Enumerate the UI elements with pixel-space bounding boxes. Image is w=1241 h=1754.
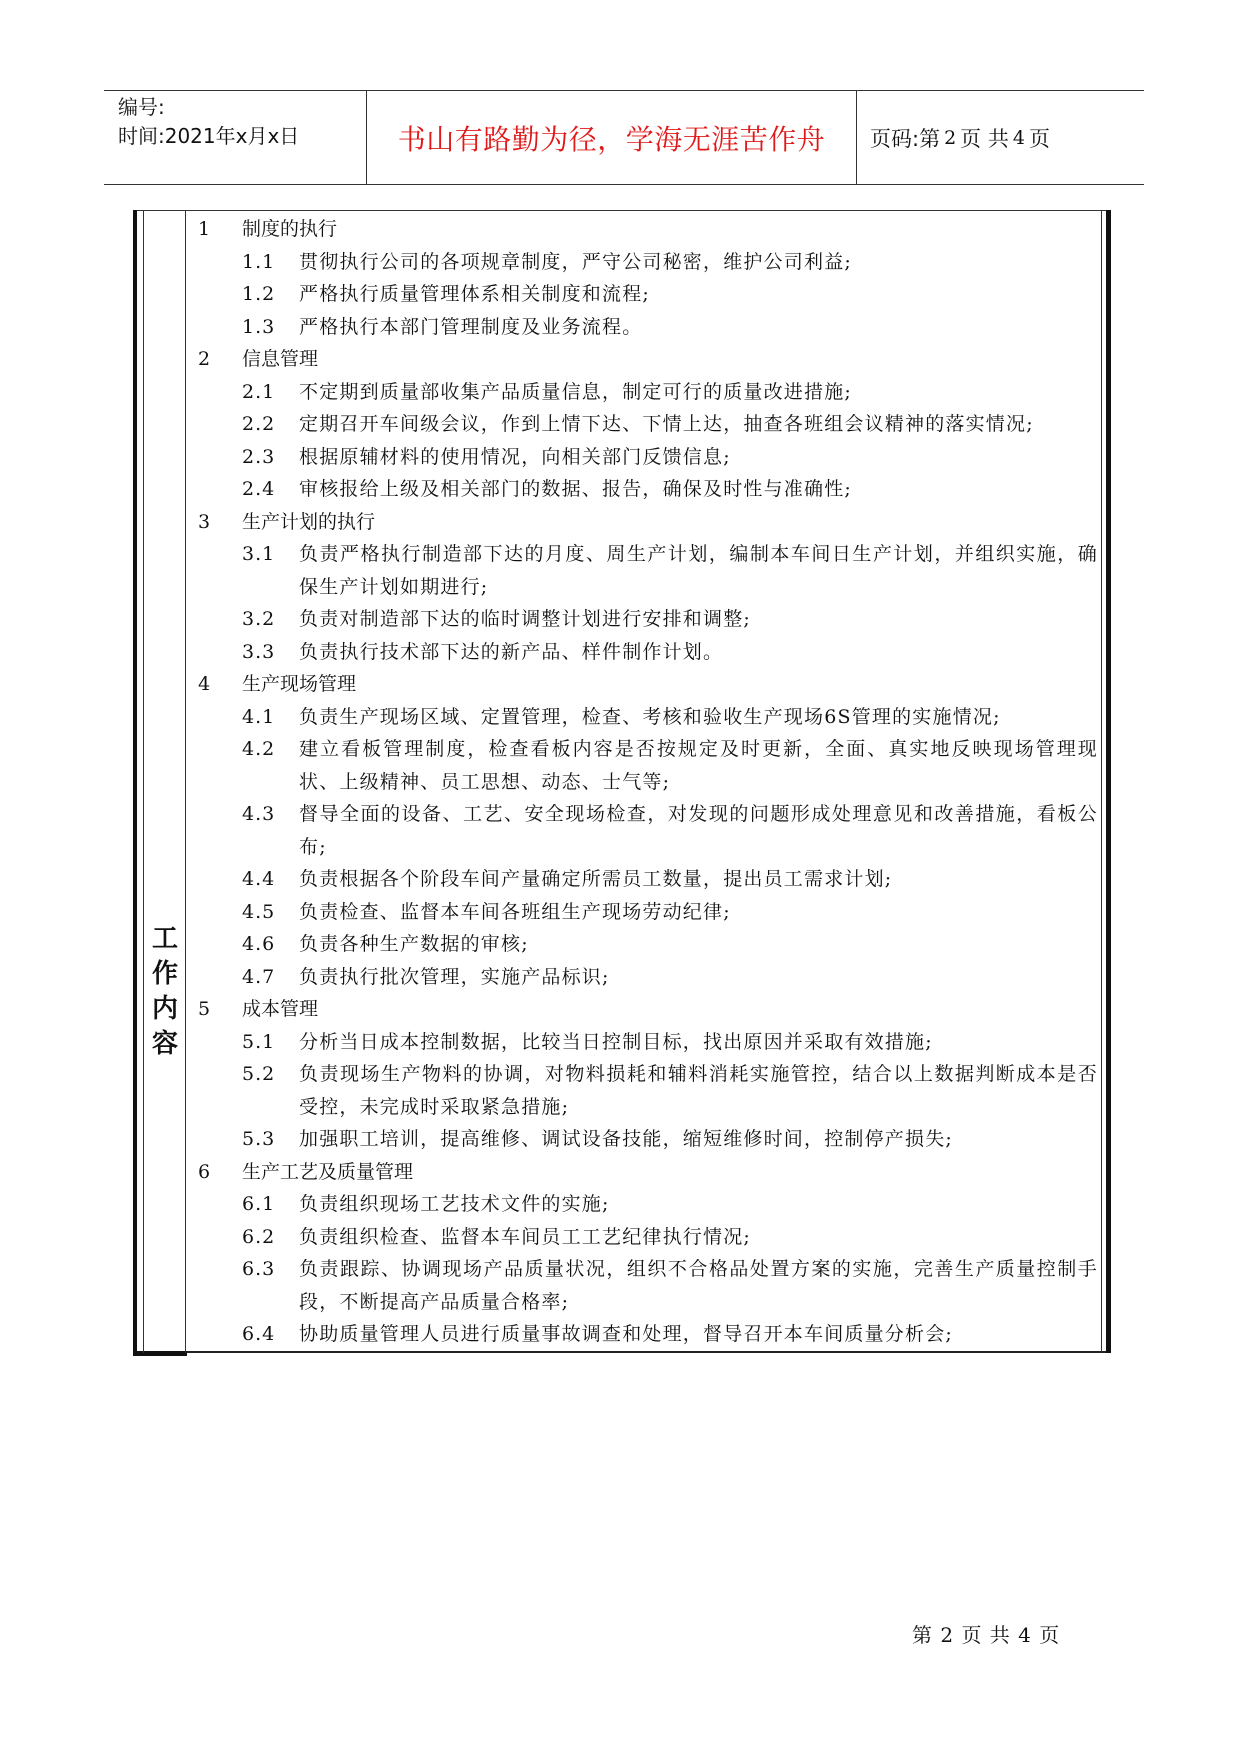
item-number: 4.7 xyxy=(242,965,276,988)
work-content-list xyxy=(198,213,1098,1351)
document-header xyxy=(104,90,1144,185)
item-text: 负责执行批次管理，实施产品标识; xyxy=(299,965,610,988)
item-text: 负责跟踪、协调现场产品质量状况，组织不合格品处置方案的实施，完善生产质量控制手段，不断提高产品质量合格率; xyxy=(299,1258,1098,1313)
item-text: 根据原辅材料的使用情况，向相关部门反馈信息; xyxy=(299,445,731,468)
item-text: 负责根据各个阶段车间产量确定所需员工数量，提出员工需求计划; xyxy=(299,868,893,890)
section-heading-row xyxy=(198,993,1098,1026)
item-number: 6.2 xyxy=(242,1225,276,1248)
item-text: 生产计划的执行 xyxy=(242,510,376,533)
list-item xyxy=(198,408,1098,441)
list-item xyxy=(198,896,1098,929)
table-border xyxy=(1106,210,1111,1353)
item-number: 4.3 xyxy=(242,803,276,825)
item-text: 贯彻执行公司的各项规章制度，严守公司秘密，维护公司利益; xyxy=(299,250,853,273)
item-text: 负责检查、监督本车间各班组生产现场劳动纪律; xyxy=(299,900,731,923)
footer-page-total: 4 xyxy=(1018,1623,1032,1647)
item-number: 4.1 xyxy=(242,705,276,728)
list-item xyxy=(198,441,1098,474)
list-item xyxy=(198,311,1098,344)
document-time-label: 时间:2021年x月x日 xyxy=(118,124,300,148)
list-item xyxy=(198,1058,1098,1123)
section-heading-row xyxy=(198,213,1098,246)
item-text: 负责现场生产物料的协调，对物料损耗和辅料消耗实施管控，结合以上数据判断成本是否受控，未完成时采取紧急措施; xyxy=(299,1063,1098,1118)
table-border xyxy=(133,1351,1109,1353)
table-column-divider xyxy=(185,210,186,1353)
item-text: 负责执行技术部下达的新产品、样件制作计划。 xyxy=(299,640,724,663)
item-number: 2.3 xyxy=(242,445,276,468)
page-current: 2 xyxy=(944,126,957,149)
item-text: 督导全面的设备、工艺、安全现场检查，对发现的问题形成处理意见和改善措施，看板公布; xyxy=(299,803,1098,858)
section-label-char: 作 xyxy=(151,959,178,989)
item-number: 3.3 xyxy=(242,640,276,663)
item-number: 3 xyxy=(198,510,211,533)
item-number: 1 xyxy=(198,218,211,240)
item-number: 4.4 xyxy=(242,868,276,890)
section-label-char: 内 xyxy=(151,994,178,1024)
item-number: 2.4 xyxy=(242,478,276,500)
list-item xyxy=(198,246,1098,279)
page-total: 4 xyxy=(1012,126,1025,149)
item-number: 4.2 xyxy=(242,738,276,760)
section-label-char: 容 xyxy=(151,1029,178,1059)
list-item xyxy=(198,603,1098,636)
section-heading-row xyxy=(198,506,1098,539)
list-item xyxy=(198,538,1098,603)
item-text: 生产现场管理 xyxy=(242,673,357,695)
item-number: 2.1 xyxy=(242,380,276,403)
item-text: 建立看板管理制度，检查看板内容是否按规定及时更新，全面、真实地反映现场管理现状、上级精神、员工思想、动态、士气等; xyxy=(299,738,1098,793)
item-text: 审核报给上级及相关部门的数据、报告，确保及时性与准确性; xyxy=(299,478,853,500)
item-number: 1.2 xyxy=(242,283,276,305)
item-number: 4.6 xyxy=(242,933,276,955)
list-item xyxy=(198,1253,1098,1318)
header-motto: 书山有路勤为径，学海无涯苦作舟 xyxy=(397,122,826,156)
item-text: 负责生产现场区域、定置管理，检查、考核和验收生产现场6S管理的实施情况; xyxy=(299,705,1001,728)
footer-prefix: 第 xyxy=(912,1623,933,1647)
page-label-prefix: 页码:第 xyxy=(870,126,941,151)
footer-suffix: 页 xyxy=(1039,1623,1061,1647)
item-text: 负责组织检查、监督本车间员工工艺纪律执行情况; xyxy=(299,1225,752,1248)
item-text: 严格执行质量管理体系相关制度和流程; xyxy=(299,283,651,305)
item-number: 5.2 xyxy=(242,1063,276,1085)
document-number-label: 编号: xyxy=(118,95,165,119)
table-border xyxy=(133,1351,187,1356)
list-item xyxy=(198,798,1098,863)
item-number: 6 xyxy=(198,1160,211,1183)
item-text: 负责对制造部下达的临时调整计划进行安排和调整; xyxy=(299,608,752,630)
item-number: 2.2 xyxy=(242,413,276,435)
header-divider xyxy=(856,91,857,184)
section-heading-row xyxy=(198,1156,1098,1189)
item-text: 加强职工培训，提高维修、调试设备技能，缩短维修时间，控制停产损失; xyxy=(299,1128,954,1150)
list-item xyxy=(198,1123,1098,1156)
item-number: 4 xyxy=(198,673,211,695)
table-border xyxy=(133,210,1109,211)
item-text: 制度的执行 xyxy=(242,218,338,240)
item-text: 生产工艺及质量管理 xyxy=(242,1160,414,1183)
header-page-info xyxy=(870,91,1050,184)
section-heading-row xyxy=(198,343,1098,376)
list-item xyxy=(198,376,1098,409)
list-item xyxy=(198,863,1098,896)
footer-mid: 页 共 xyxy=(961,1623,1011,1647)
list-item xyxy=(198,278,1098,311)
item-number: 1.1 xyxy=(242,250,276,273)
section-label-char: 工 xyxy=(151,924,178,954)
page-label-mid: 页 共 xyxy=(960,126,1009,151)
list-item xyxy=(198,701,1098,734)
list-item xyxy=(198,928,1098,961)
item-text: 负责组织现场工艺技术文件的实施; xyxy=(299,1193,610,1215)
list-item xyxy=(198,961,1098,994)
item-text: 严格执行本部门管理制度及业务流程。 xyxy=(299,315,643,338)
footer-page-current: 2 xyxy=(940,1623,955,1647)
item-number: 5.3 xyxy=(242,1128,276,1150)
item-number: 6.4 xyxy=(242,1323,276,1345)
section-heading-row xyxy=(198,668,1098,701)
list-item xyxy=(198,636,1098,669)
list-item xyxy=(198,1318,1098,1351)
item-number: 3.1 xyxy=(242,543,276,565)
list-item xyxy=(198,473,1098,506)
list-item xyxy=(198,733,1098,798)
item-number: 1.3 xyxy=(242,315,276,338)
item-number: 2 xyxy=(198,348,211,370)
table-border xyxy=(133,210,137,1356)
item-number: 6.1 xyxy=(242,1193,276,1215)
item-number: 6.3 xyxy=(242,1258,276,1280)
page-label-suffix: 页 xyxy=(1028,126,1050,151)
section-label xyxy=(145,922,185,1062)
item-text: 信息管理 xyxy=(242,348,319,370)
page-footer xyxy=(912,1619,1060,1648)
list-item xyxy=(198,1188,1098,1221)
item-text: 不定期到质量部收集产品质量信息，制定可行的质量改进措施; xyxy=(299,380,853,403)
item-number: 3.2 xyxy=(242,608,276,630)
table-border xyxy=(1101,210,1102,1353)
item-text: 负责各种生产数据的审核; xyxy=(299,933,529,955)
work-content-table xyxy=(133,210,1109,1354)
item-number: 4.5 xyxy=(242,900,276,923)
list-item xyxy=(198,1026,1098,1059)
header-meta xyxy=(118,93,299,151)
item-number: 5.1 xyxy=(242,1030,276,1053)
item-text: 定期召开车间级会议，作到上情下达、下情上达，抽查各班组会议精神的落实情况; xyxy=(299,413,1034,435)
list-item xyxy=(198,1221,1098,1254)
table-border xyxy=(143,210,144,1353)
item-text: 协助质量管理人员进行质量事故调查和处理，督导召开本车间质量分析会; xyxy=(299,1323,954,1345)
item-text: 负责严格执行制造部下达的月度、周生产计划，编制本车间日生产计划，并组织实施，确保生产计划如期进行; xyxy=(299,543,1098,598)
item-number: 5 xyxy=(198,998,211,1020)
item-text: 分析当日成本控制数据，比较当日控制目标，找出原因并采取有效措施; xyxy=(299,1030,933,1053)
item-text: 成本管理 xyxy=(242,998,319,1020)
